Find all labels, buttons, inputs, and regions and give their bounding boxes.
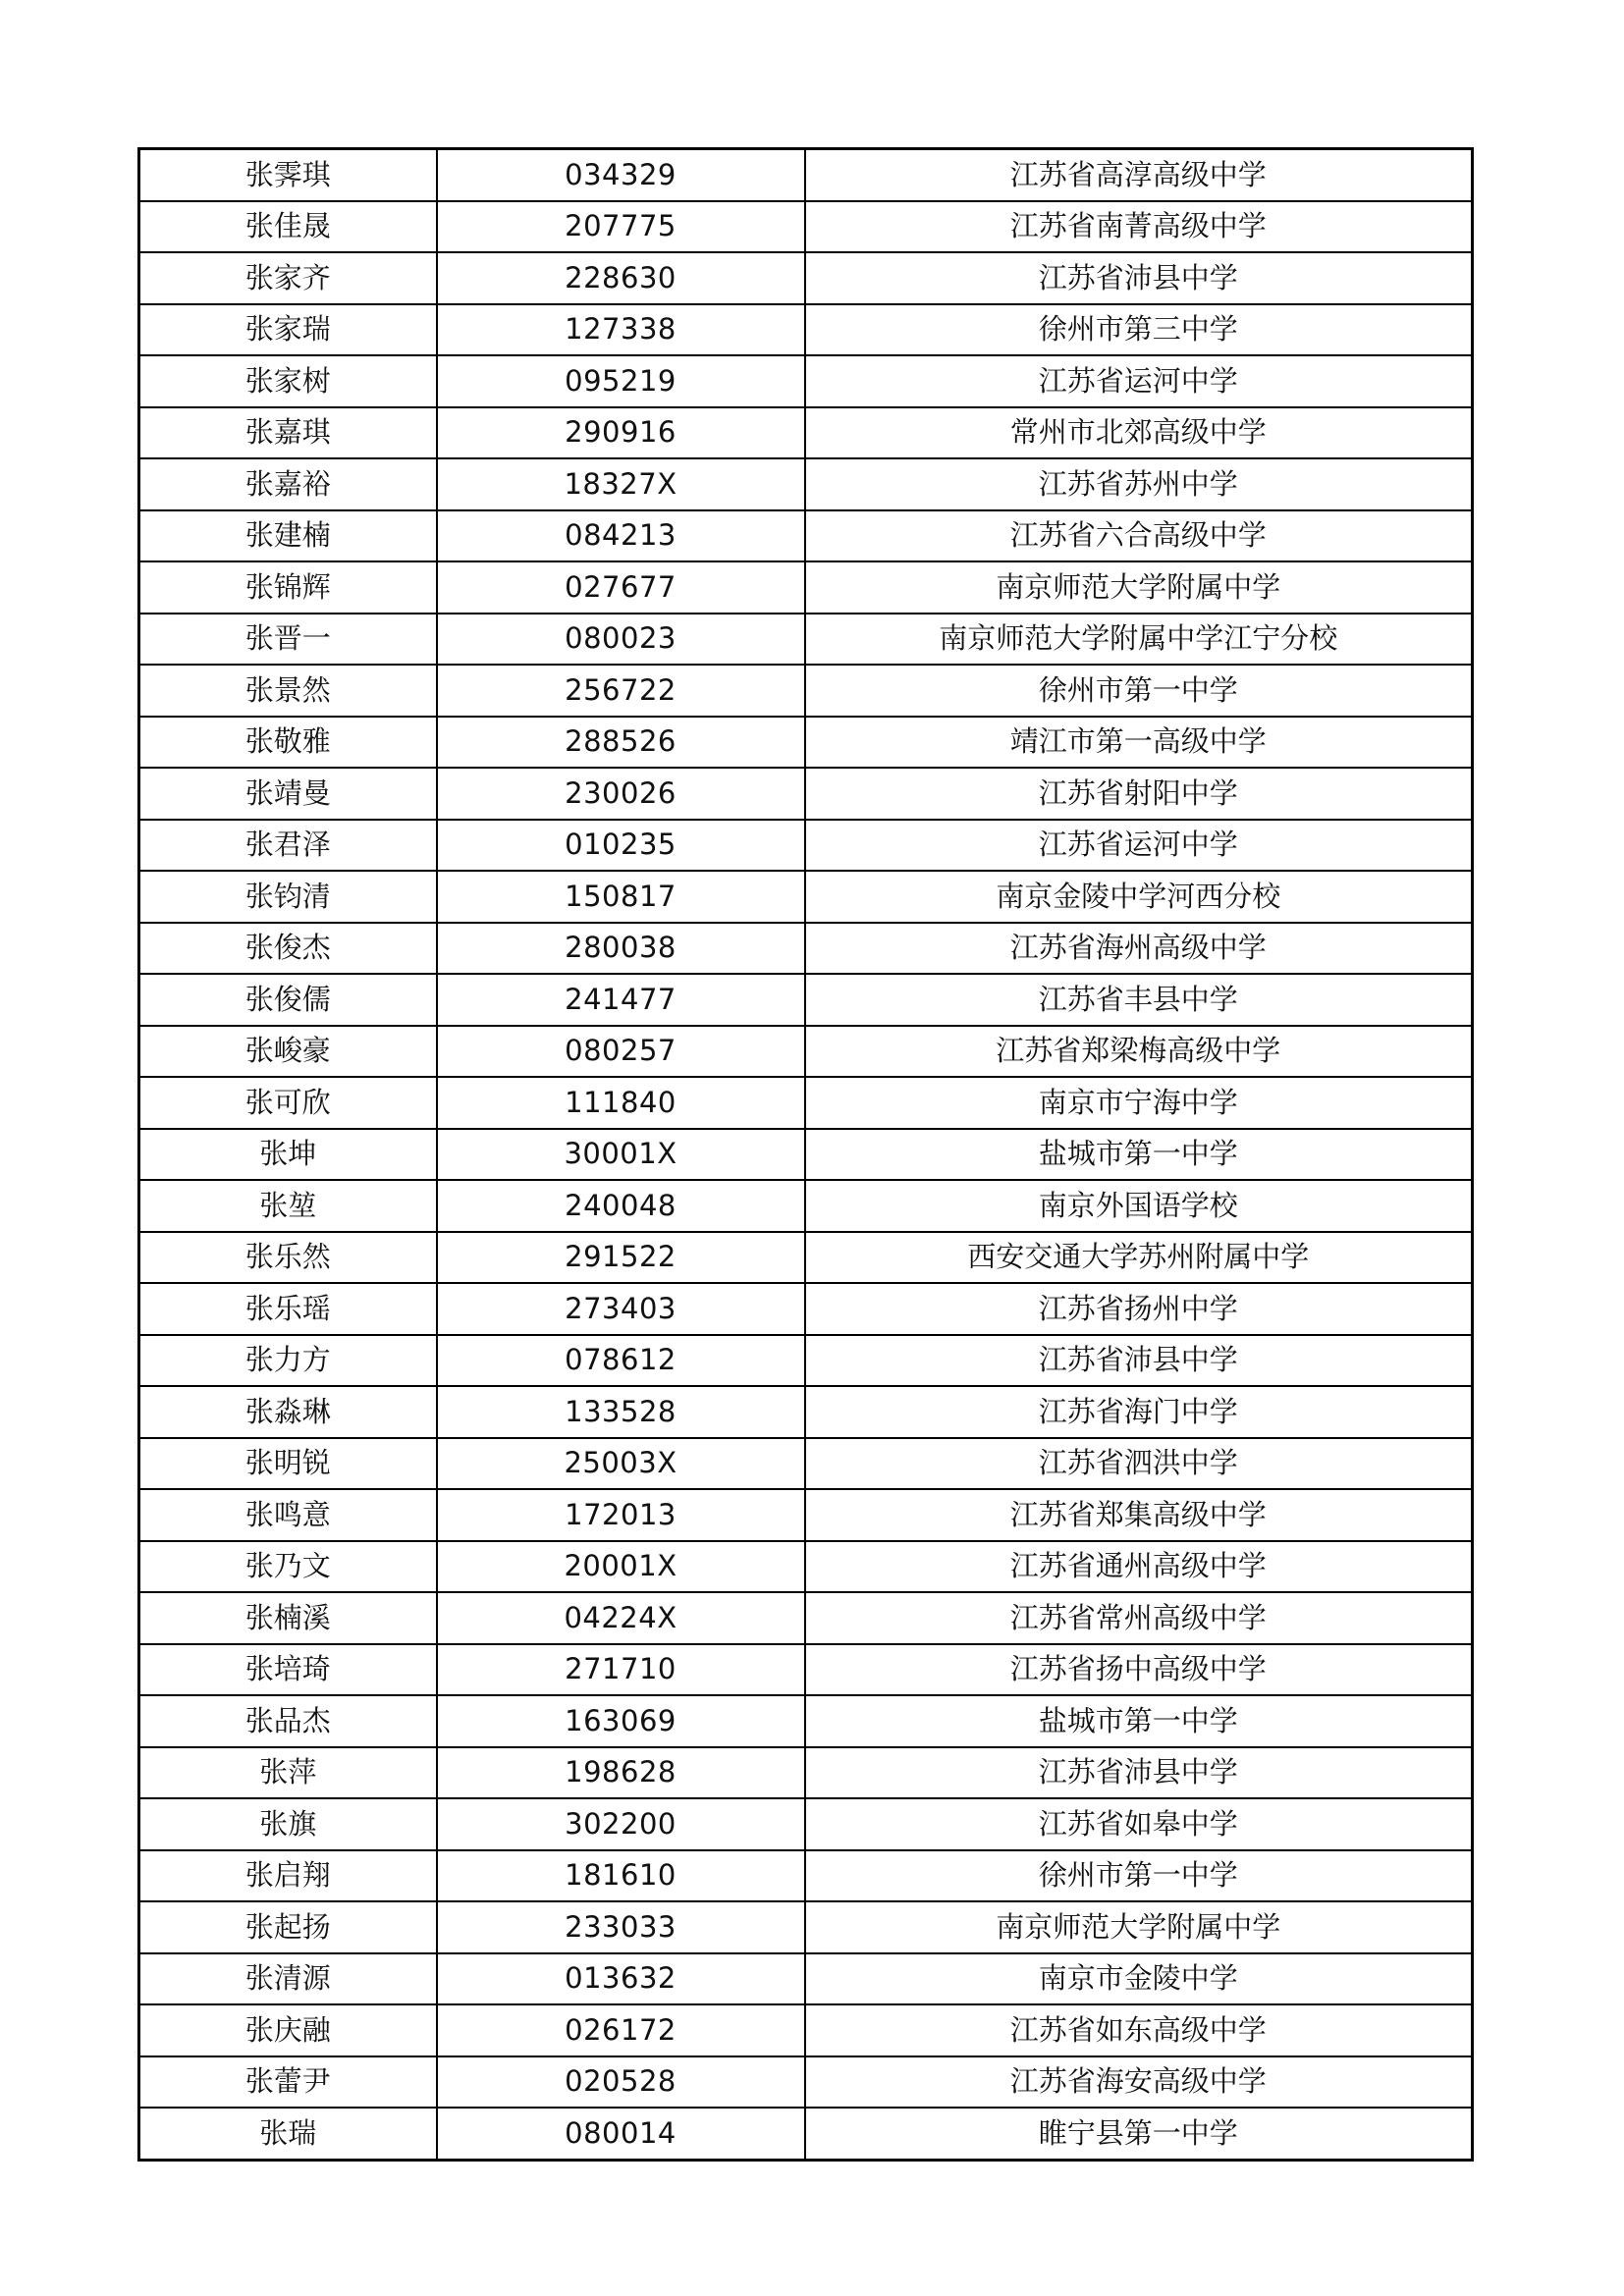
school-name-cell: 盐城市第一中学 <box>805 1129 1473 1181</box>
student-id-cell: 095219 <box>437 355 805 407</box>
school-name-cell: 西安交通大学苏州附属中学 <box>805 1232 1473 1284</box>
student-id-cell: 111840 <box>437 1077 805 1129</box>
table-row <box>139 1747 1473 1799</box>
student-name-cell: 张力方 <box>139 1335 437 1387</box>
student-roster-table <box>137 147 1474 2162</box>
student-id-cell: 230026 <box>437 768 805 820</box>
student-id-cell: 302200 <box>437 1798 805 1850</box>
school-name-cell: 江苏省泗洪中学 <box>805 1438 1473 1490</box>
student-id-cell: 241477 <box>437 974 805 1026</box>
table-row <box>139 355 1473 407</box>
student-name-cell: 张家树 <box>139 355 437 407</box>
school-name-cell: 江苏省运河中学 <box>805 355 1473 407</box>
school-name-cell: 江苏省沛县中学 <box>805 1747 1473 1799</box>
student-name-cell: 张旗 <box>139 1798 437 1850</box>
student-id-cell: 027677 <box>437 561 805 614</box>
student-name-cell: 张可欣 <box>139 1077 437 1129</box>
student-id-cell: 181610 <box>437 1850 805 1902</box>
table-row <box>139 407 1473 459</box>
student-name-cell: 张瑞 <box>139 2108 437 2160</box>
student-name-cell: 张品杰 <box>139 1695 437 1747</box>
student-id-cell: 080257 <box>437 1026 805 1078</box>
table-row <box>139 2004 1473 2056</box>
school-name-cell: 江苏省苏州中学 <box>805 458 1473 510</box>
school-name-cell: 盐城市第一中学 <box>805 1695 1473 1747</box>
student-name-cell: 张淼琳 <box>139 1386 437 1438</box>
student-id-cell: 080014 <box>437 2108 805 2160</box>
school-name-cell: 南京市金陵中学 <box>805 1953 1473 2005</box>
school-name-cell: 常州市北郊高级中学 <box>805 407 1473 459</box>
student-id-cell: 18327X <box>437 458 805 510</box>
student-name-cell: 张家瑞 <box>139 304 437 356</box>
student-id-cell: 026172 <box>437 2004 805 2056</box>
student-id-cell: 127338 <box>437 304 805 356</box>
student-name-cell: 张君泽 <box>139 820 437 872</box>
student-name-cell: 张晋一 <box>139 614 437 666</box>
school-name-cell: 南京市宁海中学 <box>805 1077 1473 1129</box>
table-row <box>139 1335 1473 1387</box>
table-row <box>139 1489 1473 1541</box>
student-name-cell: 张堃 <box>139 1180 437 1232</box>
school-name-cell: 南京金陵中学河西分校 <box>805 871 1473 923</box>
school-name-cell: 江苏省扬中高级中学 <box>805 1644 1473 1696</box>
student-id-cell: 172013 <box>437 1489 805 1541</box>
student-name-cell: 张培琦 <box>139 1644 437 1696</box>
student-name-cell: 张清源 <box>139 1953 437 2005</box>
school-name-cell: 江苏省通州高级中学 <box>805 1541 1473 1593</box>
student-id-cell: 150817 <box>437 871 805 923</box>
table-row <box>139 149 1473 201</box>
table-row <box>139 1283 1473 1335</box>
student-id-cell: 25003X <box>437 1438 805 1490</box>
student-name-cell: 张嘉裕 <box>139 458 437 510</box>
school-name-cell: 江苏省常州高级中学 <box>805 1592 1473 1644</box>
school-name-cell: 江苏省郑梁梅高级中学 <box>805 1026 1473 1078</box>
student-name-cell: 张起扬 <box>139 1901 437 1953</box>
student-id-cell: 291522 <box>437 1232 805 1284</box>
student-name-cell: 张蕾尹 <box>139 2056 437 2109</box>
student-name-cell: 张家齐 <box>139 252 437 304</box>
student-name-cell: 张钧清 <box>139 871 437 923</box>
school-name-cell: 南京师范大学附属中学 <box>805 561 1473 614</box>
student-name-cell: 张靖曼 <box>139 768 437 820</box>
table-row <box>139 1232 1473 1284</box>
table-row <box>139 252 1473 304</box>
student-name-cell: 张嘉琪 <box>139 407 437 459</box>
student-id-cell: 233033 <box>437 1901 805 1953</box>
school-name-cell: 江苏省扬州中学 <box>805 1283 1473 1335</box>
student-id-cell: 198628 <box>437 1747 805 1799</box>
student-name-cell: 张楠溪 <box>139 1592 437 1644</box>
student-id-cell: 256722 <box>437 665 805 717</box>
roster-body <box>139 149 1473 2161</box>
student-name-cell: 张景然 <box>139 665 437 717</box>
table-row <box>139 2108 1473 2160</box>
student-id-cell: 207775 <box>437 201 805 253</box>
table-row <box>139 304 1473 356</box>
school-name-cell: 江苏省南菁高级中学 <box>805 201 1473 253</box>
school-name-cell: 江苏省郑集高级中学 <box>805 1489 1473 1541</box>
school-name-cell: 江苏省运河中学 <box>805 820 1473 872</box>
school-name-cell: 南京外国语学校 <box>805 1180 1473 1232</box>
student-id-cell: 010235 <box>437 820 805 872</box>
school-name-cell: 江苏省射阳中学 <box>805 768 1473 820</box>
school-name-cell: 江苏省沛县中学 <box>805 1335 1473 1387</box>
student-id-cell: 271710 <box>437 1644 805 1696</box>
table-row <box>139 717 1473 769</box>
student-id-cell: 20001X <box>437 1541 805 1593</box>
table-row <box>139 561 1473 614</box>
table-row <box>139 1180 1473 1232</box>
student-name-cell: 张鸣意 <box>139 1489 437 1541</box>
student-name-cell: 张锦辉 <box>139 561 437 614</box>
table-row <box>139 1850 1473 1902</box>
table-row <box>139 1953 1473 2005</box>
table-row <box>139 1077 1473 1129</box>
school-name-cell: 徐州市第一中学 <box>805 1850 1473 1902</box>
student-id-cell: 228630 <box>437 252 805 304</box>
table-row <box>139 768 1473 820</box>
school-name-cell: 江苏省海安高级中学 <box>805 2056 1473 2109</box>
student-id-cell: 273403 <box>437 1283 805 1335</box>
table-row <box>139 820 1473 872</box>
student-name-cell: 张佳晟 <box>139 201 437 253</box>
school-name-cell: 靖江市第一高级中学 <box>805 717 1473 769</box>
student-name-cell: 张峻豪 <box>139 1026 437 1078</box>
student-id-cell: 288526 <box>437 717 805 769</box>
table-row <box>139 1129 1473 1181</box>
student-id-cell: 084213 <box>437 510 805 562</box>
student-name-cell: 张敬雅 <box>139 717 437 769</box>
student-name-cell: 张俊儒 <box>139 974 437 1026</box>
student-id-cell: 034329 <box>437 149 805 201</box>
student-name-cell: 张坤 <box>139 1129 437 1181</box>
table-row <box>139 1644 1473 1696</box>
student-id-cell: 04224X <box>437 1592 805 1644</box>
school-name-cell: 睢宁县第一中学 <box>805 2108 1473 2160</box>
student-id-cell: 020528 <box>437 2056 805 2109</box>
student-id-cell: 30001X <box>437 1129 805 1181</box>
table-row <box>139 1386 1473 1438</box>
table-row <box>139 1026 1473 1078</box>
school-name-cell: 徐州市第一中学 <box>805 665 1473 717</box>
school-name-cell: 江苏省沛县中学 <box>805 252 1473 304</box>
table-row <box>139 923 1473 975</box>
student-name-cell: 张乐然 <box>139 1232 437 1284</box>
table-row <box>139 2056 1473 2109</box>
table-row <box>139 510 1473 562</box>
student-id-cell: 133528 <box>437 1386 805 1438</box>
school-name-cell: 南京师范大学附属中学 <box>805 1901 1473 1953</box>
table-row <box>139 665 1473 717</box>
table-row <box>139 458 1473 510</box>
table-row <box>139 871 1473 923</box>
student-id-cell: 080023 <box>437 614 805 666</box>
school-name-cell: 江苏省海门中学 <box>805 1386 1473 1438</box>
school-name-cell: 江苏省如东高级中学 <box>805 2004 1473 2056</box>
student-name-cell: 张明锐 <box>139 1438 437 1490</box>
school-name-cell: 江苏省六合高级中学 <box>805 510 1473 562</box>
table-row <box>139 1438 1473 1490</box>
table-row <box>139 1695 1473 1747</box>
student-id-cell: 013632 <box>437 1953 805 2005</box>
student-name-cell: 张霁琪 <box>139 149 437 201</box>
school-name-cell: 江苏省丰县中学 <box>805 974 1473 1026</box>
table-row <box>139 201 1473 253</box>
school-name-cell: 江苏省高淳高级中学 <box>805 149 1473 201</box>
student-name-cell: 张乃文 <box>139 1541 437 1593</box>
school-name-cell: 江苏省如皋中学 <box>805 1798 1473 1850</box>
student-name-cell: 张庆融 <box>139 2004 437 2056</box>
student-id-cell: 240048 <box>437 1180 805 1232</box>
student-name-cell: 张萍 <box>139 1747 437 1799</box>
student-name-cell: 张俊杰 <box>139 923 437 975</box>
school-name-cell: 江苏省海州高级中学 <box>805 923 1473 975</box>
student-name-cell: 张启翔 <box>139 1850 437 1902</box>
table-row <box>139 1592 1473 1644</box>
table-row <box>139 614 1473 666</box>
student-id-cell: 280038 <box>437 923 805 975</box>
table-row <box>139 1798 1473 1850</box>
student-name-cell: 张乐瑶 <box>139 1283 437 1335</box>
table-row <box>139 1541 1473 1593</box>
table-row <box>139 1901 1473 1953</box>
student-id-cell: 163069 <box>437 1695 805 1747</box>
school-name-cell: 徐州市第三中学 <box>805 304 1473 356</box>
student-id-cell: 290916 <box>437 407 805 459</box>
student-id-cell: 078612 <box>437 1335 805 1387</box>
table-row <box>139 974 1473 1026</box>
school-name-cell: 南京师范大学附属中学江宁分校 <box>805 614 1473 666</box>
student-name-cell: 张建楠 <box>139 510 437 562</box>
